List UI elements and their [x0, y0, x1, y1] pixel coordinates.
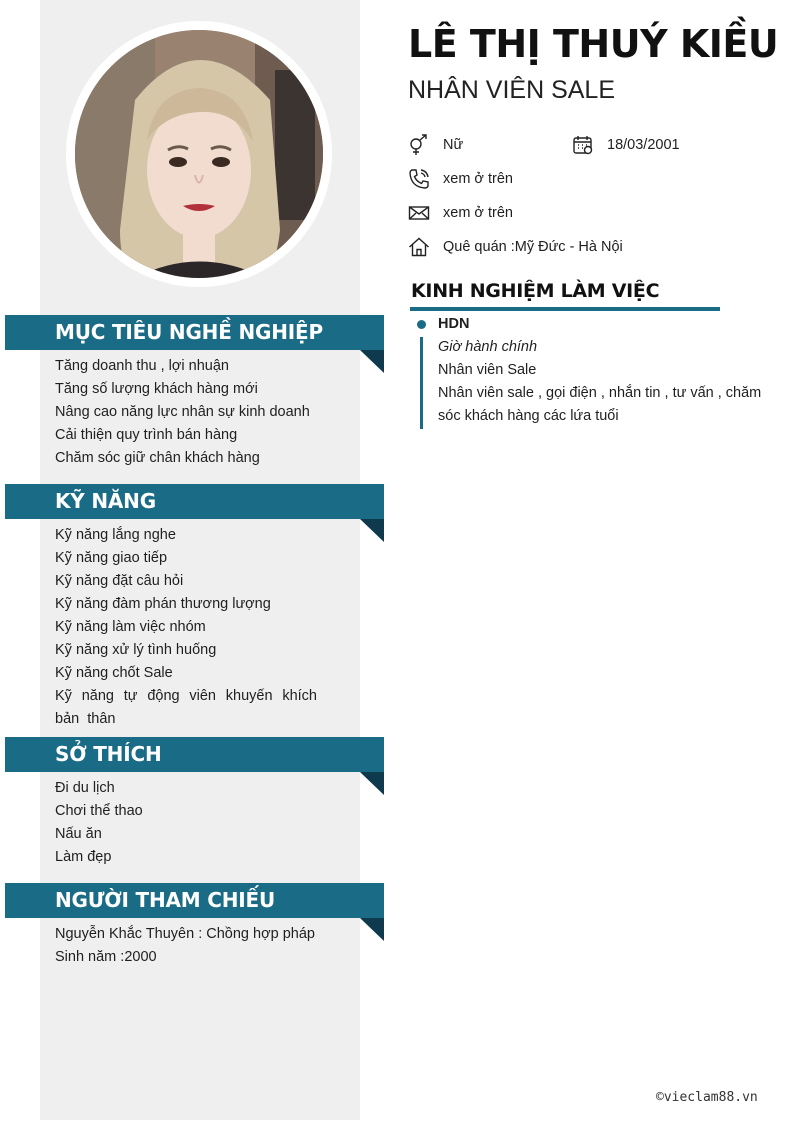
experience-heading: KINH NGHIỆM LÀM VIỆC [411, 280, 660, 302]
birthdate-value: 18/03/2001 [607, 137, 680, 153]
phone-value: xem ở trên [443, 171, 513, 187]
portrait-illustration [75, 30, 323, 278]
hobbies-list [55, 777, 317, 869]
skills-list [55, 524, 317, 731]
ribbon-fold [360, 519, 384, 542]
calendar-icon [572, 134, 594, 156]
list-item: Kỹ năng chốt Sale [55, 665, 173, 681]
skills-header [5, 484, 384, 519]
avatar-photo [75, 30, 323, 278]
birthdate-row [572, 134, 680, 156]
list-item: Tăng doanh thu , lợi nhuận [55, 358, 229, 374]
references-header [5, 883, 384, 918]
ribbon-fold [360, 772, 384, 795]
list-item: Làm đẹp [55, 849, 112, 865]
email-value: xem ở trên [443, 205, 513, 221]
gender-icon [408, 134, 430, 156]
phone-row [408, 168, 513, 190]
list-item: Kỹ năng giao tiếp [55, 550, 168, 566]
list-item: Kỹ năng tự động viên khuyến khích bản thân [55, 688, 317, 727]
list-item: Sinh năm :2000 [55, 949, 157, 965]
list-item: Đi du lịch [55, 780, 115, 796]
hometown-row [408, 236, 623, 258]
list-item: Kỹ năng làm việc nhóm [55, 619, 206, 635]
mail-icon [408, 202, 430, 224]
references-list [55, 923, 317, 969]
objective-title: MỤC TIÊU NGHỀ NGHIỆP [55, 320, 323, 344]
experience-company: HDN [438, 316, 470, 332]
list-item: Kỹ năng lắng nghe [55, 527, 176, 543]
candidate-name: LÊ THỊ THUÝ KIỀU [408, 22, 779, 66]
hobbies-title: SỞ THÍCH [55, 742, 162, 766]
gender-value: Nữ [443, 137, 464, 153]
list-item: Nguyễn Khắc Thuyên : Chồng hợp pháp [55, 926, 315, 942]
objective-list [55, 355, 317, 470]
list-item: Kỹ năng đàm phán thương lượng [55, 596, 271, 612]
skills-title: KỸ NĂNG [55, 489, 156, 513]
email-row [408, 202, 513, 224]
home-icon [408, 236, 430, 258]
list-item: Chăm sóc giữ chân khách hàng [55, 450, 260, 466]
ribbon-fold [360, 918, 384, 941]
list-item: Nâng cao năng lực nhân sự kinh doanh [55, 404, 310, 420]
list-item: Cải thiện quy trình bán hàng [55, 427, 238, 443]
job-title: NHÂN VIÊN SALE [408, 76, 616, 104]
phone-icon [408, 168, 430, 190]
experience-underline [410, 307, 720, 311]
ribbon-fold [360, 350, 384, 373]
list-item: Chơi thể thao [55, 803, 143, 819]
hobbies-header [5, 737, 384, 772]
experience-position: Nhân viên Sale [438, 362, 537, 378]
objective-header [5, 315, 384, 350]
avatar-frame [66, 21, 332, 287]
list-item: Kỹ năng xử lý tình huống [55, 642, 217, 658]
experience-time: Giờ hành chính [438, 339, 538, 355]
gender-row [408, 134, 463, 156]
experience-description: Nhân viên sale , gọi điện , nhắn tin , tư vấn , chăm sóc khách hàng các lứa tuổi [438, 385, 762, 424]
watermark: ©vieclam88.vn [656, 1090, 758, 1105]
timeline-dot [417, 320, 426, 329]
references-title: NGƯỜI THAM CHIẾU [55, 888, 276, 912]
hometown-value: Quê quán :Mỹ Đức - Hà Nội [443, 239, 623, 255]
list-item: Nấu ăn [55, 826, 102, 842]
list-item: Kỹ năng đặt câu hỏi [55, 573, 184, 589]
list-item: Tăng số lượng khách hàng mới [55, 381, 258, 397]
timeline-line [420, 337, 423, 429]
